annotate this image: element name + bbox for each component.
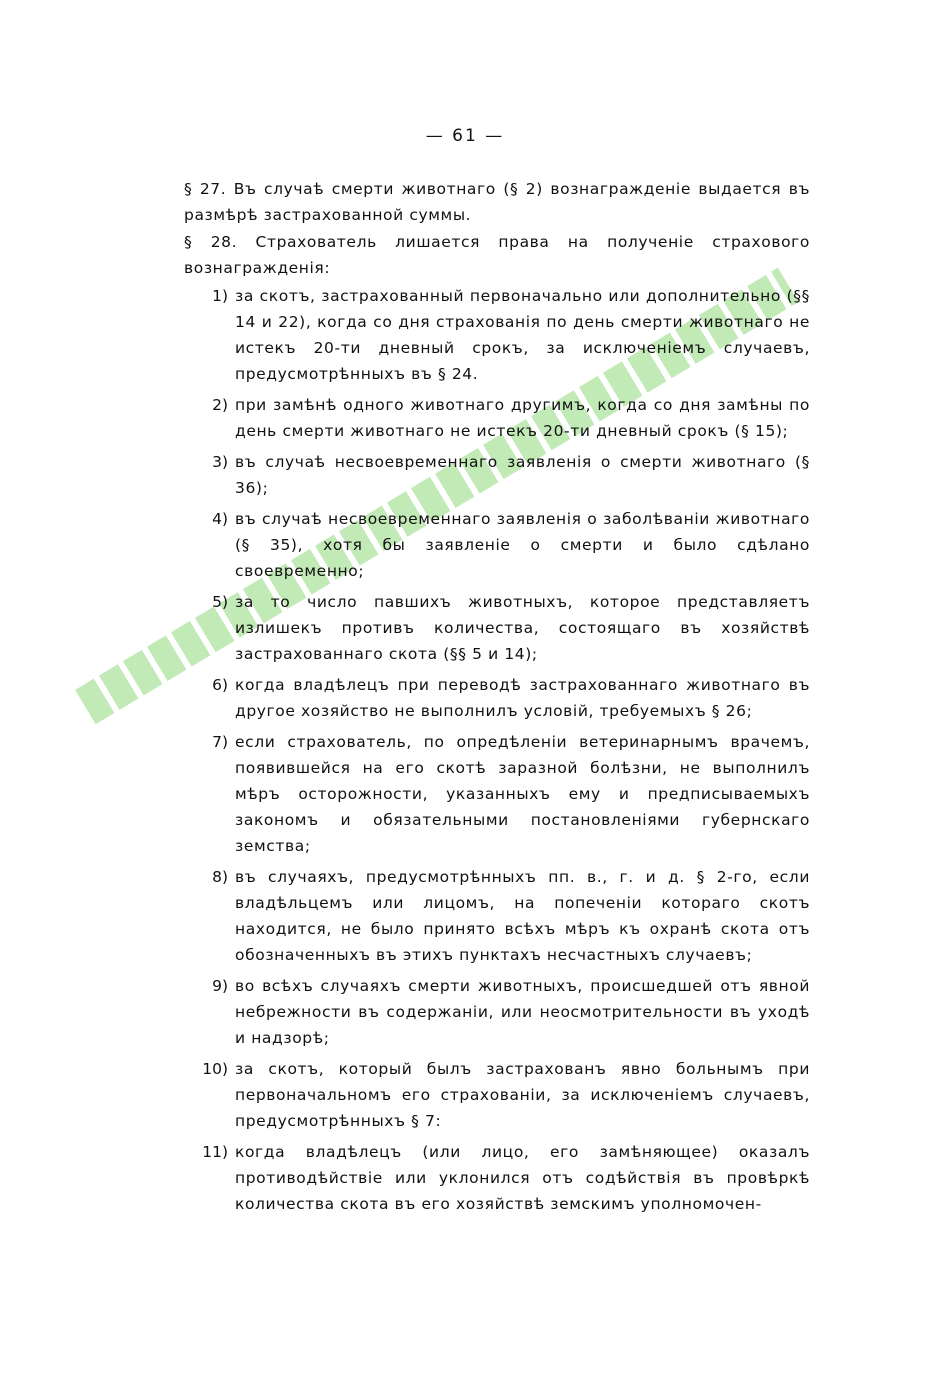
conditions-list (190, 283, 810, 1222)
list-item-number: 2) (212, 396, 228, 414)
list-item-text: если страхователь, по опредѣленіи ветеринарнымъ врачемъ, появившейся на его скотѣ заразной болѣзни, не выполнилъ мѣръ осторожности, указанныхъ ему и предписываемыхъ закономъ и обязательными постановленіями губернскаго земства; (235, 733, 810, 855)
list-item-number: 1) (212, 287, 228, 305)
list-item (190, 283, 810, 387)
list-item-number: 7) (212, 733, 228, 751)
paragraph-28-text: § 28. Страхователь лишается права на полученіе страхового вознагражденія: (184, 233, 810, 277)
list-item (190, 506, 810, 584)
list-item (190, 1139, 810, 1217)
list-item-number: 6) (212, 676, 228, 694)
list-item-number: 3) (212, 453, 228, 471)
paragraph-28 (132, 229, 810, 281)
list-item-text: за то число павшихъ животныхъ, которое представляетъ излишекъ противъ количества, состоящаго въ хозяйствѣ застрахованнаго скота (§§ 5 и 14); (235, 593, 810, 663)
list-item-number: 5) (212, 593, 228, 611)
list-item-number: 8) (212, 868, 228, 886)
page-number: — 61 — (425, 126, 505, 146)
list-item (190, 392, 810, 444)
list-item-text: когда владѣлецъ (или лицо, его замѣняющее) оказалъ противодѣйствіе или уклонился отъ содѣйствія въ провѣркѣ количества скота въ его хозяйствѣ земскимъ уполномочен- (235, 1143, 810, 1213)
list-item (190, 1056, 810, 1134)
list-item-text: въ случаяхъ, предусмотрѣнныхъ пп. в., г. и д. § 2-го, если владѣльцемъ или лицомъ, на попеченіи котораго скотъ находится, не было принято всѣхъ мѣръ къ охранѣ скота отъ обозначенныхъ въ этихъ пунктахъ несчастныхъ случаевъ; (235, 868, 810, 964)
list-item-text: при замѣнѣ одного животнаго другимъ, когда со дня замѣны по день смерти животнаго не истекъ 20-ти дневный срокъ (§ 15); (235, 396, 810, 440)
list-item-text: въ случаѣ несвоевременнаго заявленія о смерти животнаго (§ 36); (235, 453, 810, 497)
list-item-text: во всѣхъ случаяхъ смерти животныхъ, происшедшей отъ явной небрежности въ содержаніи, или неосмотрительности въ уходѣ и надзорѣ; (235, 977, 810, 1047)
list-item (190, 449, 810, 501)
list-item-text: когда владѣлецъ при переводѣ застрахованнаго животнаго въ другое хозяйство не выполнилъ условій, требуемыхъ § 26; (235, 676, 810, 720)
list-item-number: 11) (202, 1143, 228, 1161)
list-item (190, 864, 810, 968)
list-item-text: за скотъ, который былъ застрахованъ явно больнымъ при первоначальномъ его страхованіи, за исключеніемъ случаевъ, предусмотрѣнныхъ § 7: (235, 1060, 810, 1130)
paragraph-27 (132, 176, 810, 228)
list-item (190, 973, 810, 1051)
list-item-number: 4) (212, 510, 228, 528)
list-item-text: въ случаѣ несвоевременнаго заявленія о заболѣваніи животнаго (§ 35), хотя бы заявленіе о смерти и было сдѣлано своевременно; (235, 510, 810, 580)
paragraph-27-text: § 27. Въ случаѣ смерти животнаго (§ 2) вознагражденіе выдается въ размѣрѣ застрахованной суммы. (184, 180, 810, 224)
list-item (190, 729, 810, 859)
list-item-number: 10) (202, 1060, 228, 1078)
list-item (190, 672, 810, 724)
list-item (190, 589, 810, 667)
list-item-text: за скотъ, застрахованный первоначально или дополнительно (§§ 14 и 22), когда со дня страхованія по день смерти животнаго не истекъ 20-ти дневный срокъ, за исключеніемъ случаевъ, предусмотрѣнныхъ въ § 24. (235, 287, 810, 383)
list-item-number: 9) (212, 977, 228, 995)
